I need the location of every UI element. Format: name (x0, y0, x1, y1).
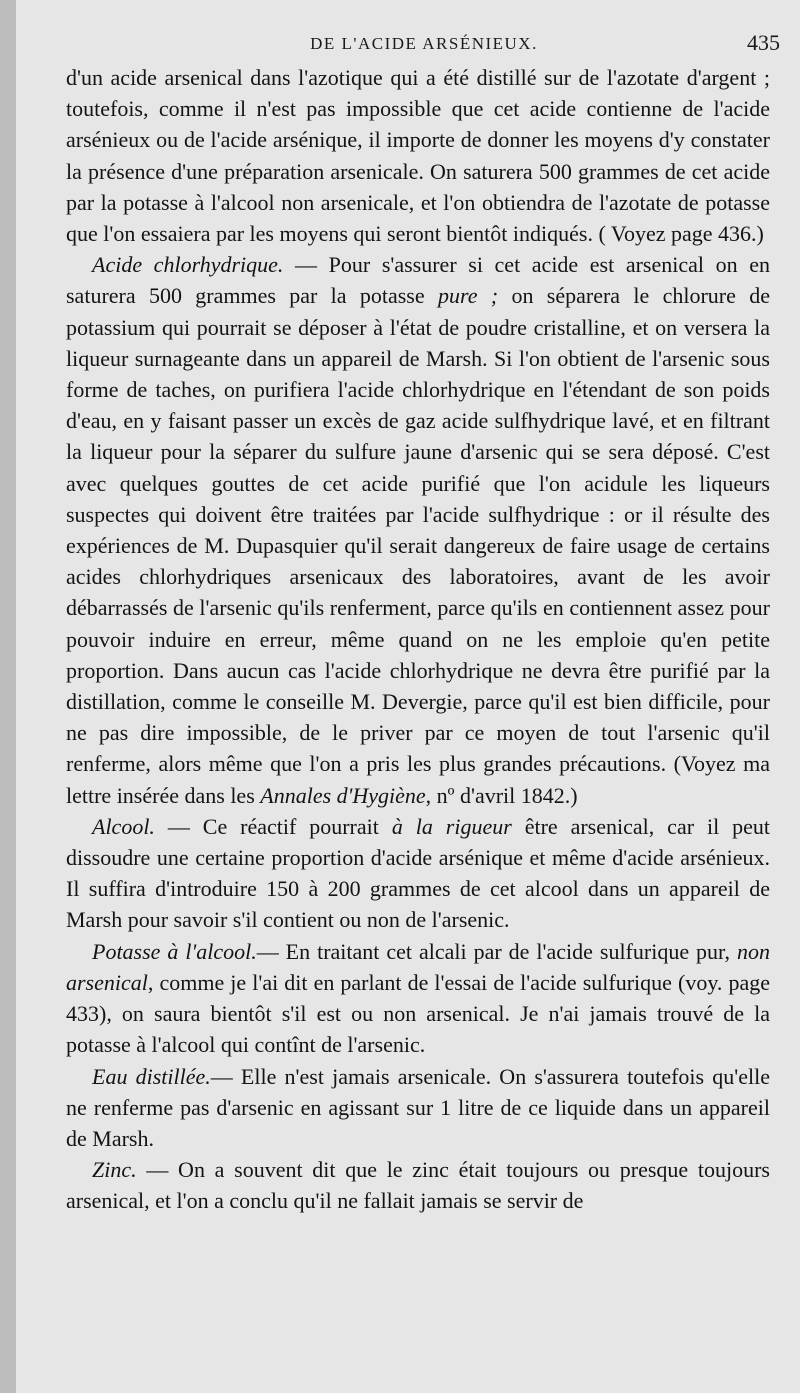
paragraph-4-italic-a: non arsenical (66, 938, 770, 995)
paragraph-3-heading: Alcool. (92, 813, 155, 839)
paragraph-6-heading: Zinc. (92, 1157, 137, 1183)
body-text (66, 62, 770, 1217)
paragraph-4 (66, 936, 770, 1061)
paragraph-4-text-b: , comme je l'ai dit en parlant de l'essai de l'acide sulfurique (voy. page 433), on saura bientôt s'il est ou non arsenical. Je n'ai jamais trouvé de la potasse à l'alcool qui contînt de l'arsenic. (66, 969, 770, 1058)
paragraph-3 (66, 811, 770, 936)
paragraph-6 (66, 1154, 770, 1216)
paragraph-2-text-b: on séparera le chlorure de potassium qui pourrait se déposer à l'état de poudre cristalline, et on versera la liqueur surnageante dans un appareil de Marsh. Si l'on obtient de l'arsenic sous forme de taches, on purifiera l'acide chlorhydrique en l'étendant de son poids d'eau, en y faisant passer un excès de gaz acide sulfhydrique lavé, et en filtrant la liqueur pour la séparer du sulfure jaune d'arsenic qui se sera déposé. C'est avec quelques gouttes de cet acide purifié que l'on acidule les liqueurs suspectes qui doivent être traitées par l'acide sulfhydrique : or il résulte des expériences de M. Dupasquier qu'il serait dangereux de faire usage de certains acides chlorhydriques arsenicaux des laboratoires, avant de les avoir débarrassés de l'arsenic qu'ils renferment, parce qu'ils en contiennent assez pour pouvoir induire en erreur, même quand on ne les emploie qu'en petite proportion. Dans aucun cas l'acide chlorhydrique ne devra être purifié par la distillation, comme le conseille M. Devergie, parce qu'il est bien difficile, pour ne pas dire impossible, de le priver par ce moyen de tout l'arsenic qu'il renferme, alors même que l'on a pris les plus grandes précautions. (Voyez ma lettre insérée dans les (66, 283, 770, 808)
paragraph-2-italic-a: pure ; (437, 283, 499, 309)
paragraph-6-text: — On a souvent dit que le zinc était toujours ou presque toujours arsenical, et l'on a conclu qu'il ne fallait jamais se servir de (66, 1157, 770, 1214)
running-title: DE L'ACIDE ARSÉNIEUX. (310, 34, 538, 53)
paragraph-3-text-b: être arsenical, car il peut dissoudre une certaine proportion d'acide arsénique et même d'acide arsénieux. Il suffira d'introduire 150 à 200 grammes de cet alcool dans un appareil de Marsh pour savoir s'il contient ou non de l'arsenic. (66, 813, 770, 933)
paragraph-3-italic-a: à la rigueur (391, 813, 512, 839)
paragraph-5-text: — Elle n'est jamais arsenicale. On s'assurera toutefois qu'elle ne renferme pas d'arsenic en agissant sur 1 litre de ce liquide dans un appareil de Marsh. (66, 1063, 770, 1151)
paragraph-5-heading: Eau distillée. (92, 1063, 211, 1089)
paragraph-2-italic-b: Annales d'Hygiène (260, 782, 426, 808)
paragraph-2 (66, 249, 770, 811)
paragraph-3-text-a: — Ce réactif pourrait (154, 813, 392, 839)
paragraph-2-heading: Acide chlorhydrique. (92, 252, 284, 278)
paragraph-1 (66, 62, 770, 249)
paragraph-1-text: d'un acide arsenical dans l'azotique qui a été distillé sur de l'azotate d'argent ; toutefois, comme il n'est pas impossible que cet acide contienne de l'acide arsénieux ou de l'acide arsénique, il importe de donner les moyens d'y constater la présence d'une préparation arsenicale. On saturera 500 grammes de cet acide par la potasse à l'alcool non arsenicale, et l'on obtiendra de l'azotate de potasse que l'on essaiera par les moyens qui seront bientôt indiqués. ( Voyez page 436.) (66, 65, 770, 247)
paragraph-2-text-a: — Pour s'assurer si cet acide est arsenical on en saturera 500 grammes par la potasse (66, 252, 770, 309)
paragraph-4-text-a: — En traitant cet alcali par de l'acide sulfurique pur, (256, 938, 737, 964)
page-header (32, 30, 800, 60)
paragraph-5 (66, 1061, 770, 1155)
paragraph-4-heading: Potasse à l'alcool. (92, 938, 257, 964)
page-number: 435 (747, 30, 780, 55)
paragraph-2-text-c: , nº d'avril 1842.) (425, 782, 578, 808)
